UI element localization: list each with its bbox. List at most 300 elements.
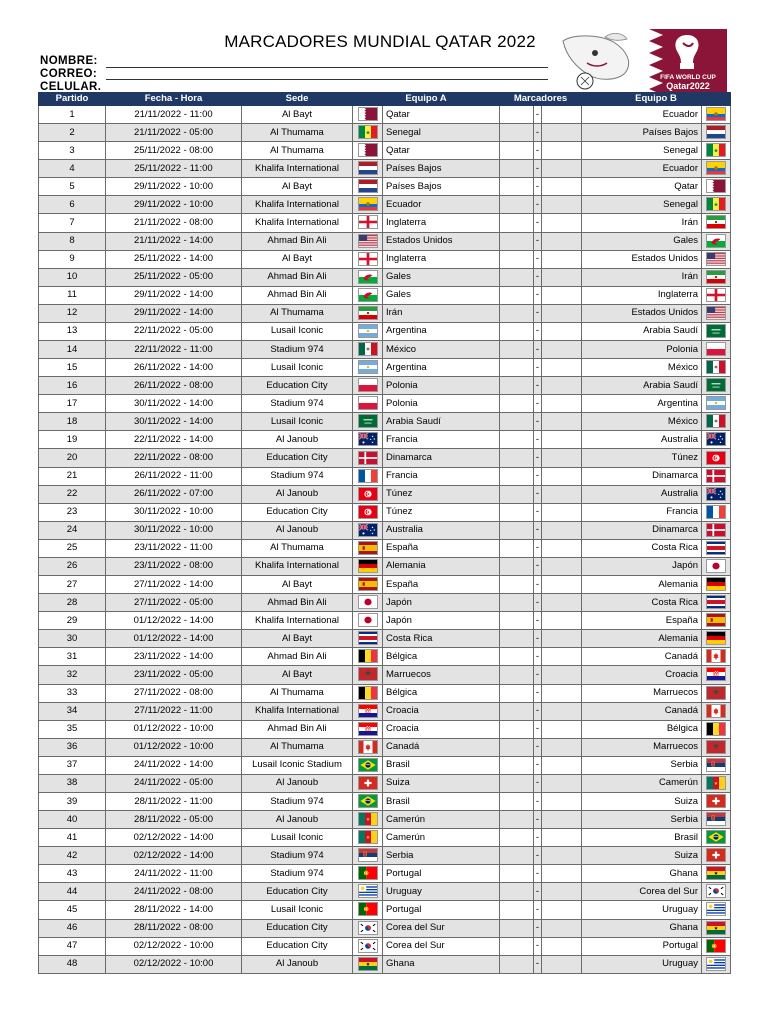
croatia-flag-icon [353,702,383,720]
match-datetime: 29/11/2022 - 10:00 [106,178,242,196]
score-b-input[interactable] [542,322,582,340]
score-b-input[interactable] [542,648,582,666]
brazil-flag-icon [353,792,383,810]
score-b-input[interactable] [542,955,582,973]
score-a-input[interactable] [500,341,534,359]
score-a-input[interactable] [500,214,534,232]
score-b-input[interactable] [542,377,582,395]
match-venue: Khalifa International [242,702,353,720]
score-b-input[interactable] [542,286,582,304]
score-a-input[interactable] [500,865,534,883]
match-number: 9 [39,250,106,268]
table-row [39,106,731,124]
wales-flag-icon [353,268,383,286]
score-a-input[interactable] [500,576,534,594]
poland-flag-icon [702,341,731,359]
correo-line[interactable] [106,79,548,80]
match-venue: Education City [242,883,353,901]
match-datetime: 22/11/2022 - 08:00 [106,449,242,467]
score-b-input[interactable] [542,883,582,901]
germany-flag-icon [702,630,731,648]
score-a-input[interactable] [500,485,534,503]
poland-flag-icon [353,377,383,395]
match-datetime: 01/12/2022 - 10:00 [106,738,242,756]
team-a-name: Inglaterra [383,214,500,232]
team-b-name: Costa Rica [582,539,702,557]
team-b-name: Polonia [582,341,702,359]
score-b-input[interactable] [542,901,582,919]
table-row [39,937,731,955]
team-a-name: Australia [383,521,500,539]
table-row [39,792,731,810]
portugal-flag-icon [702,937,731,955]
score-a-input[interactable] [500,937,534,955]
score-separator: - [534,738,542,756]
score-b-input[interactable] [542,539,582,557]
qatar-flag-icon [353,106,383,124]
score-b-input[interactable] [542,449,582,467]
canada-flag-icon [702,648,731,666]
match-number: 38 [39,774,106,792]
team-a-name: Polonia [383,395,500,413]
team-a-name: Camerún [383,829,500,847]
match-venue: Al Bayt [242,666,353,684]
score-b-input[interactable] [542,160,582,178]
score-separator: - [534,756,542,774]
score-separator: - [534,449,542,467]
score-b-input[interactable] [542,178,582,196]
team-a-name: Arabia Saudí [383,413,500,431]
score-a-input[interactable] [500,304,534,322]
team-b-name: Serbia [582,756,702,774]
score-a-input[interactable] [500,268,534,286]
score-a-input[interactable] [500,250,534,268]
score-a-input[interactable] [500,811,534,829]
score-separator: - [534,503,542,521]
team-a-name: Bélgica [383,684,500,702]
score-a-input[interactable] [500,666,534,684]
score-a-input[interactable] [500,829,534,847]
match-venue: Education City [242,919,353,937]
table-row [39,811,731,829]
score-b-input[interactable] [542,612,582,630]
score-separator: - [534,286,542,304]
ghana-flag-icon [702,865,731,883]
score-b-input[interactable] [542,304,582,322]
score-separator: - [534,322,542,340]
team-b-name: México [582,413,702,431]
score-b-input[interactable] [542,431,582,449]
score-b-input[interactable] [542,341,582,359]
score-a-input[interactable] [500,702,534,720]
score-b-input[interactable] [542,196,582,214]
table-row [39,250,731,268]
iran-flag-icon [702,214,731,232]
team-a-name: Qatar [383,142,500,160]
cameroon-flag-icon [353,829,383,847]
score-b-input[interactable] [542,919,582,937]
match-venue: Stadium 974 [242,865,353,883]
score-a-input[interactable] [500,467,534,485]
score-a-input[interactable] [500,395,534,413]
table-row [39,214,731,232]
match-venue: Al Bayt [242,250,353,268]
score-b-input[interactable] [542,720,582,738]
score-b-input[interactable] [542,865,582,883]
match-venue: Ahmad Bin Ali [242,720,353,738]
score-a-input[interactable] [500,106,534,124]
team-a-name: Países Bajos [383,178,500,196]
wales-flag-icon [702,232,731,250]
uruguay-flag-icon [353,883,383,901]
score-b-input[interactable] [542,792,582,810]
germany-flag-icon [702,576,731,594]
morocco-flag-icon [353,666,383,684]
ecuador-flag-icon [702,160,731,178]
score-b-input[interactable] [542,702,582,720]
match-datetime: 23/11/2022 - 11:00 [106,539,242,557]
japan-flag-icon [353,612,383,630]
team-b-name: Arabia Saudí [582,322,702,340]
argentina-flag-icon [702,395,731,413]
mascot-icon [563,33,629,89]
qatar-flag-icon [702,178,731,196]
score-separator: - [534,377,542,395]
netherlands-flag-icon [353,160,383,178]
score-a-input[interactable] [500,322,534,340]
table-row [39,738,731,756]
match-datetime: 22/11/2022 - 05:00 [106,322,242,340]
score-b-input[interactable] [542,268,582,286]
team-b-name: Qatar [582,178,702,196]
table-row [39,196,731,214]
team-b-name: Países Bajos [582,124,702,142]
match-datetime: 27/11/2022 - 14:00 [106,576,242,594]
team-a-name: Corea del Sur [383,937,500,955]
team-b-name: Estados Unidos [582,304,702,322]
match-datetime: 02/12/2022 - 10:00 [106,955,242,973]
score-b-input[interactable] [542,250,582,268]
score-separator: - [534,576,542,594]
match-number: 25 [39,539,106,557]
match-venue: Stadium 974 [242,395,353,413]
match-number: 22 [39,485,106,503]
score-a-input[interactable] [500,377,534,395]
nombre-line[interactable] [106,67,548,68]
score-b-input[interactable] [542,359,582,377]
score-b-input[interactable] [542,576,582,594]
score-a-input[interactable] [500,359,534,377]
score-b-input[interactable] [542,232,582,250]
score-a-input[interactable] [500,738,534,756]
score-b-input[interactable] [542,594,582,612]
team-b-name: Canadá [582,648,702,666]
score-b-input[interactable] [542,413,582,431]
team-b-name: México [582,359,702,377]
score-separator: - [534,124,542,142]
score-b-input[interactable] [542,774,582,792]
team-a-name: Costa Rica [383,630,500,648]
match-venue: Al Thumama [242,142,353,160]
team-a-name: México [383,341,500,359]
match-number: 5 [39,178,106,196]
match-number: 16 [39,377,106,395]
match-datetime: 30/11/2022 - 14:00 [106,413,242,431]
match-datetime: 26/11/2022 - 14:00 [106,359,242,377]
england-flag-icon [353,214,383,232]
saudi-flag-icon [353,413,383,431]
score-a-input[interactable] [500,539,534,557]
team-a-name: Argentina [383,359,500,377]
team-b-name: Irán [582,214,702,232]
score-a-input[interactable] [500,847,534,865]
match-venue: Khalifa International [242,612,353,630]
team-a-name: Irán [383,304,500,322]
match-number: 4 [39,160,106,178]
score-separator: - [534,142,542,160]
match-number: 19 [39,431,106,449]
match-datetime: 02/12/2022 - 14:00 [106,829,242,847]
team-a-name: España [383,539,500,557]
cameroon-flag-icon [702,774,731,792]
score-separator: - [534,521,542,539]
score-a-input[interactable] [500,160,534,178]
match-datetime: 27/11/2022 - 11:00 [106,702,242,720]
score-separator: - [534,232,542,250]
score-separator: - [534,702,542,720]
table-row [39,865,731,883]
score-a-input[interactable] [500,503,534,521]
score-b-input[interactable] [542,124,582,142]
team-a-name: Canadá [383,738,500,756]
score-b-input[interactable] [542,937,582,955]
score-a-input[interactable] [500,648,534,666]
match-datetime: 23/11/2022 - 05:00 [106,666,242,684]
match-datetime: 28/11/2022 - 14:00 [106,901,242,919]
match-number: 32 [39,666,106,684]
score-a-input[interactable] [500,883,534,901]
score-b-input[interactable] [542,485,582,503]
costarica-flag-icon [702,539,731,557]
match-datetime: 26/11/2022 - 11:00 [106,467,242,485]
france-flag-icon [353,467,383,485]
score-b-input[interactable] [542,467,582,485]
score-b-input[interactable] [542,630,582,648]
team-b-name: Croacia [582,666,702,684]
score-a-input[interactable] [500,413,534,431]
match-venue: Stadium 974 [242,341,353,359]
table-row [39,684,731,702]
match-number: 42 [39,847,106,865]
score-b-input[interactable] [542,503,582,521]
netherlands-flag-icon [702,124,731,142]
table-row [39,377,731,395]
match-number: 12 [39,304,106,322]
match-number: 29 [39,612,106,630]
score-b-input[interactable] [542,557,582,575]
score-a-input[interactable] [500,774,534,792]
match-datetime: 28/11/2022 - 08:00 [106,919,242,937]
match-number: 18 [39,413,106,431]
croatia-flag-icon [702,666,731,684]
score-b-input[interactable] [542,756,582,774]
match-number: 6 [39,196,106,214]
table-row [39,648,731,666]
score-a-input[interactable] [500,557,534,575]
team-b-name: España [582,612,702,630]
score-separator: - [534,557,542,575]
match-datetime: 25/11/2022 - 05:00 [106,268,242,286]
argentina-flag-icon [353,359,383,377]
match-number: 34 [39,702,106,720]
match-venue: Ahmad Bin Ali [242,232,353,250]
score-b-input[interactable] [542,142,582,160]
score-a-input[interactable] [500,142,534,160]
score-b-input[interactable] [542,847,582,865]
score-b-input[interactable] [542,738,582,756]
serbia-flag-icon [702,756,731,774]
team-a-name: Qatar [383,106,500,124]
switzerland-flag-icon [702,792,731,810]
score-a-input[interactable] [500,901,534,919]
match-datetime: 24/11/2022 - 05:00 [106,774,242,792]
score-a-input[interactable] [500,178,534,196]
ecuador-flag-icon [702,106,731,124]
table-row [39,901,731,919]
match-number: 35 [39,720,106,738]
table-row [39,431,731,449]
table-row [39,322,731,340]
usa-flag-icon [702,250,731,268]
team-b-name: Ghana [582,919,702,937]
iran-flag-icon [353,304,383,322]
england-flag-icon [353,250,383,268]
score-separator: - [534,648,542,666]
team-a-name: Suiza [383,774,500,792]
score-b-input[interactable] [542,395,582,413]
match-number: 37 [39,756,106,774]
score-a-input[interactable] [500,431,534,449]
score-b-input[interactable] [542,106,582,124]
score-b-input[interactable] [542,811,582,829]
score-a-input[interactable] [500,521,534,539]
match-datetime: 30/11/2022 - 10:00 [106,521,242,539]
score-a-input[interactable] [500,449,534,467]
score-a-input[interactable] [500,630,534,648]
match-venue: Lusail Iconic [242,413,353,431]
saudi-flag-icon [702,322,731,340]
score-a-input[interactable] [500,720,534,738]
belgium-flag-icon [353,648,383,666]
team-b-name: Senegal [582,142,702,160]
table-row [39,883,731,901]
score-separator: - [534,341,542,359]
canada-flag-icon [702,702,731,720]
argentina-flag-icon [353,322,383,340]
match-number: 30 [39,630,106,648]
score-a-input[interactable] [500,919,534,937]
score-separator: - [534,955,542,973]
canada-flag-icon [353,738,383,756]
score-a-input[interactable] [500,232,534,250]
team-b-name: Suiza [582,792,702,810]
match-number: 13 [39,322,106,340]
score-a-input[interactable] [500,756,534,774]
match-number: 40 [39,811,106,829]
score-a-input[interactable] [500,612,534,630]
score-a-input[interactable] [500,792,534,810]
match-venue: Al Thumama [242,539,353,557]
team-a-name: Países Bajos [383,160,500,178]
match-datetime: 22/11/2022 - 11:00 [106,341,242,359]
brazil-flag-icon [702,829,731,847]
score-a-input[interactable] [500,196,534,214]
team-b-name: Australia [582,431,702,449]
team-b-name: Uruguay [582,955,702,973]
team-b-name: Francia [582,503,702,521]
poland-flag-icon [353,395,383,413]
celular-label: CELULAR. [40,81,102,93]
team-b-name: Camerún [582,774,702,792]
team-a-name: Portugal [383,901,500,919]
match-venue: Al Thumama [242,304,353,322]
score-b-input[interactable] [542,684,582,702]
score-a-input[interactable] [500,124,534,142]
correo-label: CORREO: [40,68,98,80]
match-venue: Education City [242,449,353,467]
match-number: 39 [39,792,106,810]
score-separator: - [534,160,542,178]
senegal-flag-icon [702,142,731,160]
score-b-input[interactable] [542,666,582,684]
score-a-input[interactable] [500,286,534,304]
wales-flag-icon [353,286,383,304]
team-a-name: Francia [383,467,500,485]
table-row [39,485,731,503]
match-venue: Ahmad Bin Ali [242,286,353,304]
switzerland-flag-icon [353,774,383,792]
team-b-name: Costa Rica [582,594,702,612]
table-row [39,594,731,612]
score-separator: - [534,919,542,937]
match-datetime: 02/12/2022 - 14:00 [106,847,242,865]
score-separator: - [534,268,542,286]
table-row [39,286,731,304]
match-number: 24 [39,521,106,539]
score-a-input[interactable] [500,684,534,702]
korea-flag-icon [353,919,383,937]
score-b-input[interactable] [542,521,582,539]
team-a-name: Túnez [383,503,500,521]
match-datetime: 27/11/2022 - 05:00 [106,594,242,612]
score-separator: - [534,883,542,901]
team-a-name: Alemania [383,557,500,575]
score-b-input[interactable] [542,214,582,232]
team-b-name: Gales [582,232,702,250]
score-a-input[interactable] [500,955,534,973]
match-venue: Al Janoub [242,811,353,829]
match-number: 15 [39,359,106,377]
table-row [39,847,731,865]
match-number: 11 [39,286,106,304]
score-b-input[interactable] [542,829,582,847]
team-b-name: Alemania [582,630,702,648]
match-venue: Stadium 974 [242,847,353,865]
score-a-input[interactable] [500,594,534,612]
team-b-name: Australia [582,485,702,503]
usa-flag-icon [353,232,383,250]
match-venue: Al Janoub [242,521,353,539]
